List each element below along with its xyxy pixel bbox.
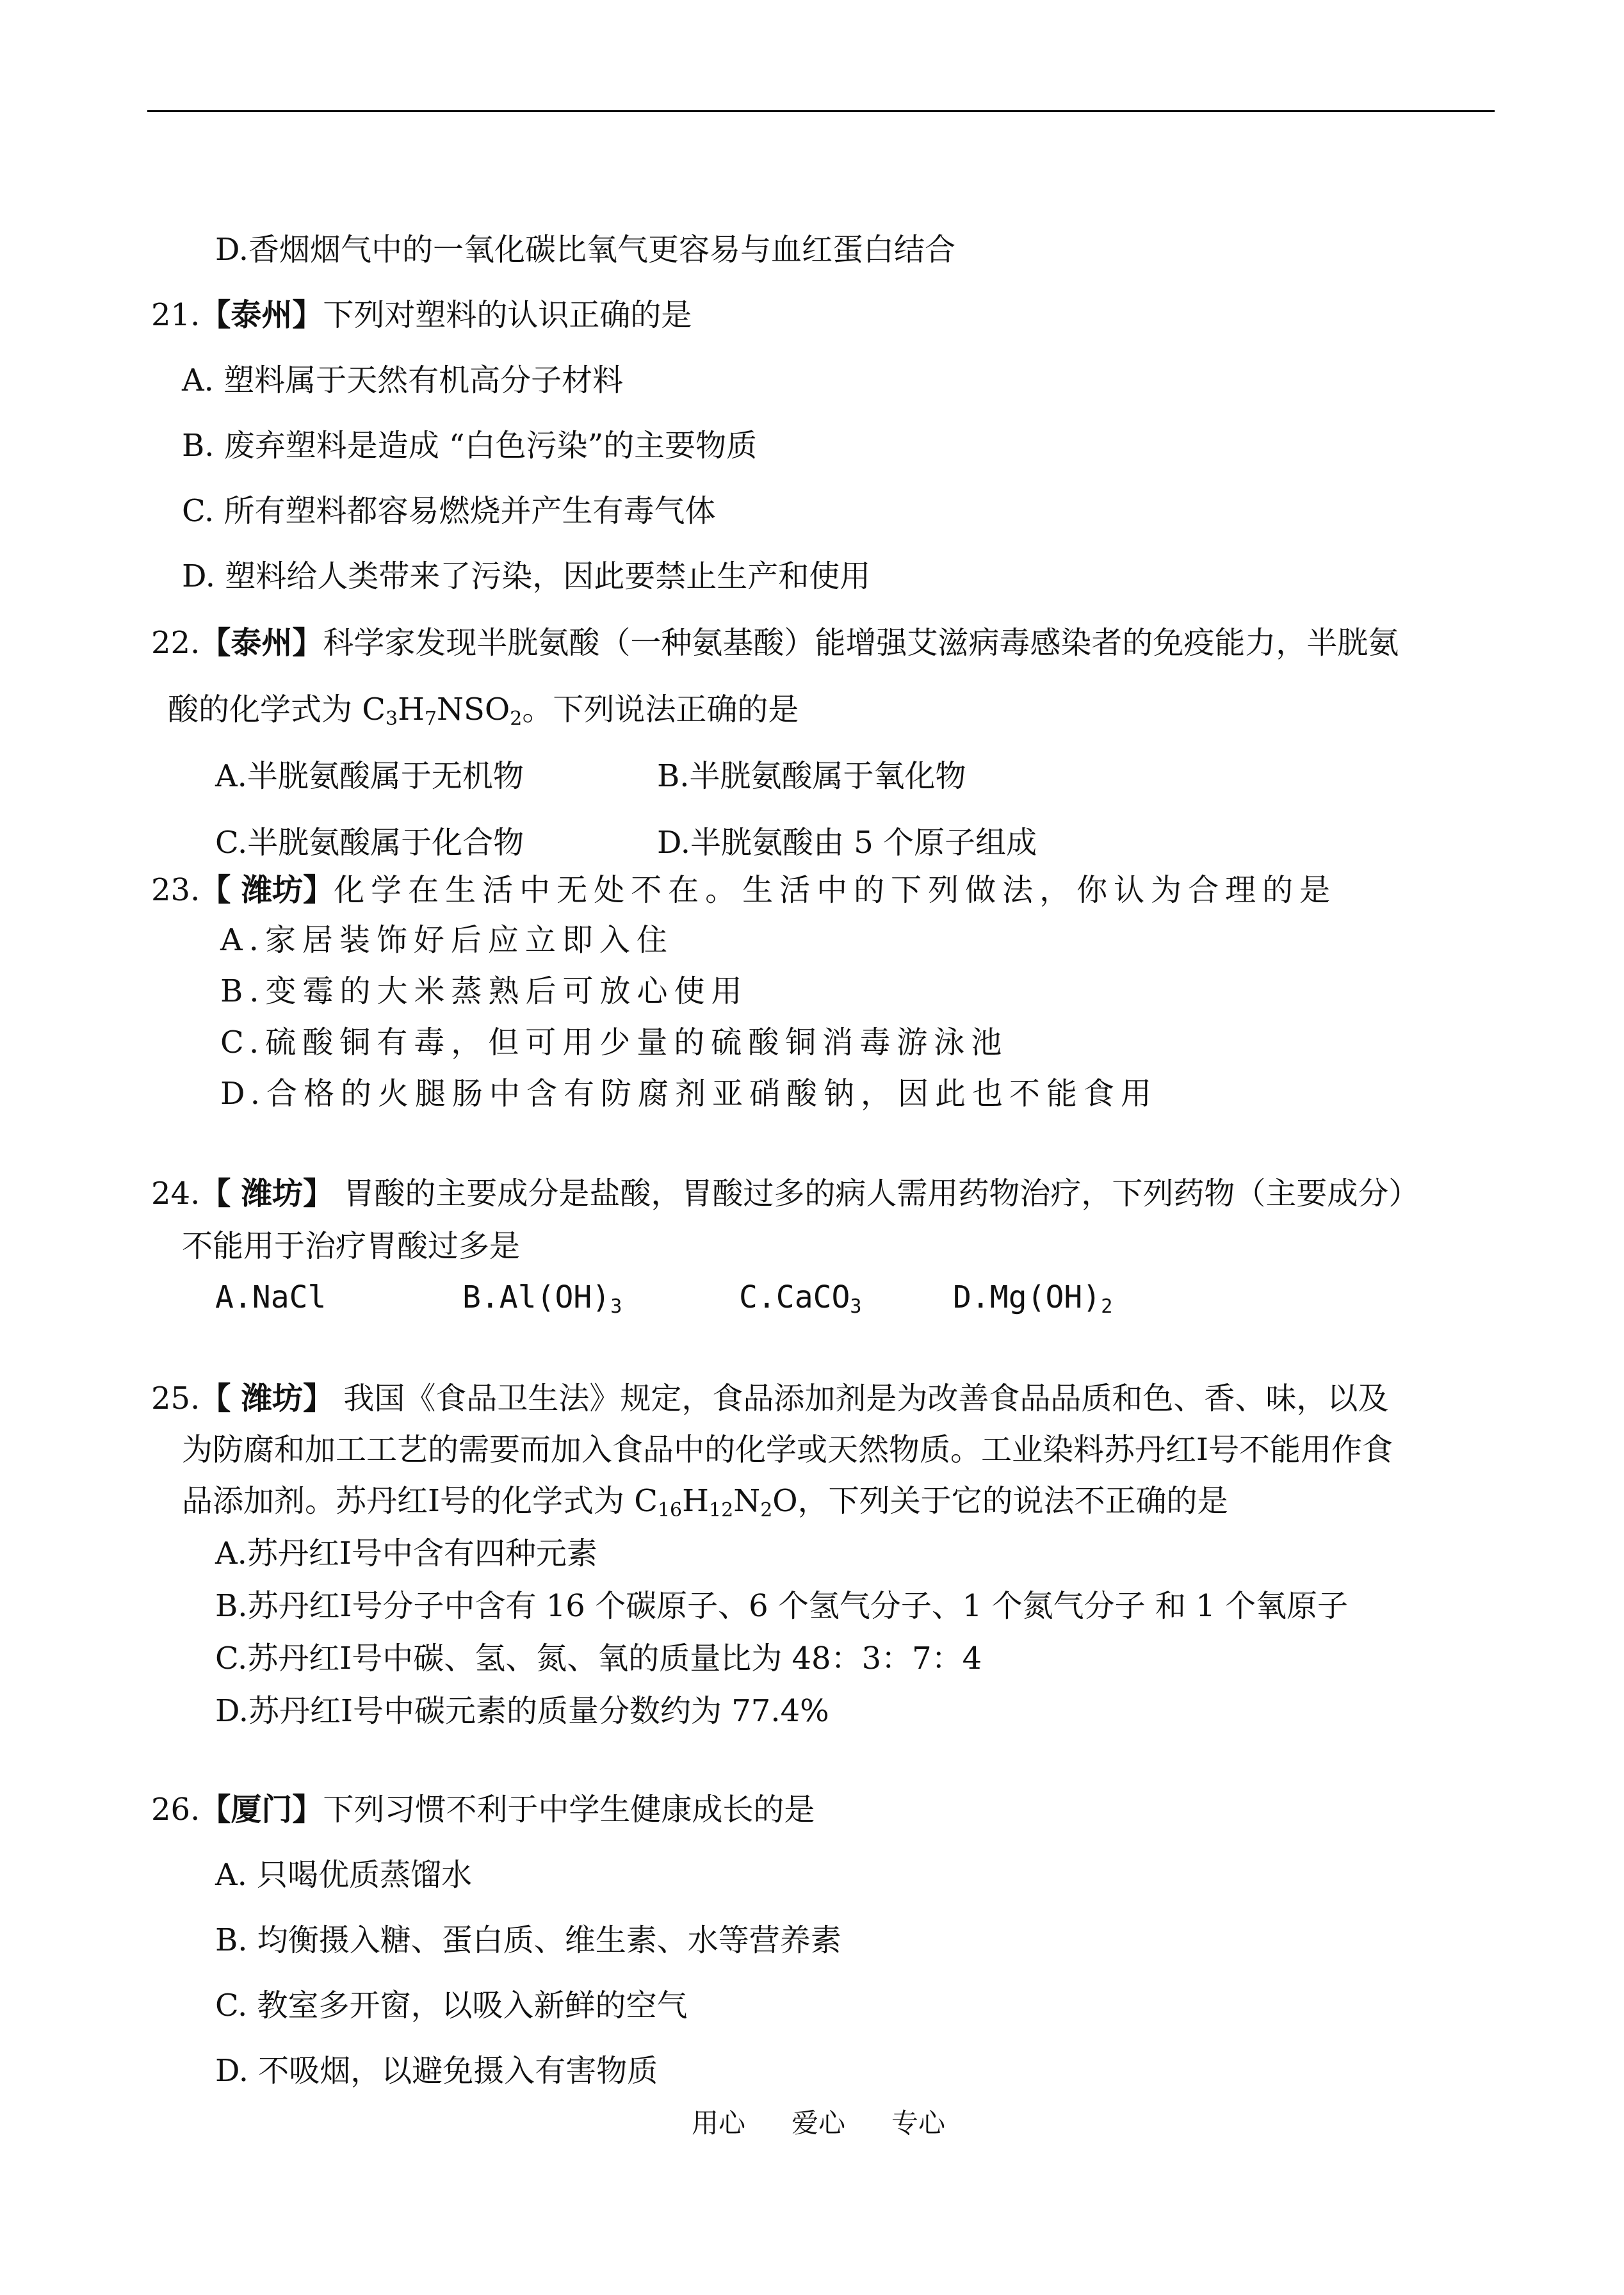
question-stem: 胃酸的主要成分是盐酸，胃酸过多的病人需用药物治疗，下列药物（主要成分） bbox=[334, 1176, 1420, 1212]
question-source: 【厦门】 bbox=[200, 1792, 323, 1828]
q22-option-c: C.半胱氨酸属于化合物 bbox=[215, 825, 524, 861]
q24-option-b: $B.Al(OH)_3$ bbox=[462, 1279, 622, 1318]
q21-option-d: D. 塑料给人类带来了污染，因此要禁止生产和使用 bbox=[182, 558, 871, 594]
question-number: 26. bbox=[151, 1792, 200, 1828]
q26-option-c: C. 教室多开窗，以吸入新鲜的空气 bbox=[215, 1988, 688, 2023]
q22-option-b: B.半胱氨酸属于氧化物 bbox=[657, 758, 966, 794]
q23-option-b: B.变霉的大米蒸熟后可放心使用 bbox=[220, 973, 749, 1009]
q25-option-d: D.苏丹红Ⅰ号中碳元素的质量分数约为 77.4% bbox=[215, 1693, 829, 1729]
q21-option-b: B. 废弃塑料是造成 “白色污染”的主要物质 bbox=[182, 428, 758, 464]
question-stem: 化学在生活中无处不在。生活中的下列做法，你认为合理的是 bbox=[334, 872, 1337, 908]
question-number: 21. bbox=[151, 297, 200, 333]
question-stem: 科学家发现半胱氨酸（一种氨基酸）能增强艾滋病毒感染者的免疫能力，半胱氨 bbox=[323, 625, 1399, 661]
question-stem: 我国《食品卫生法》规定，食品添加剂是为改善食品品质和色、香、味，以及 bbox=[334, 1381, 1389, 1416]
question-source: 【 潍坊】 bbox=[200, 872, 334, 908]
chemical-formula: $C_{16}H_{12}N_2O$ bbox=[634, 1483, 798, 1521]
question-26 bbox=[151, 1790, 815, 1829]
question-source: 【泰州】 bbox=[200, 297, 323, 333]
q24-option-d: $D.Mg(OH)_2$ bbox=[953, 1279, 1113, 1318]
q22-option-a: A.半胱氨酸属于无机物 bbox=[215, 758, 524, 794]
q21-option-a: A. 塑料属于天然有机高分子材料 bbox=[182, 362, 624, 398]
question-source: 【 潍坊】 bbox=[200, 1381, 334, 1416]
question-21 bbox=[151, 296, 692, 334]
q25-option-a: A.苏丹红Ⅰ号中含有四种元素 bbox=[215, 1536, 597, 1571]
question-23 bbox=[151, 871, 1336, 909]
footer-item-1: 用心 bbox=[692, 2107, 746, 2139]
q26-option-a: A. 只喝优质蒸馏水 bbox=[215, 1857, 473, 1893]
q21-option-c: C. 所有塑料都容易燃烧并产生有毒气体 bbox=[182, 493, 716, 529]
footer-item-2: 爱心 bbox=[792, 2107, 846, 2139]
question-source: 【 潍坊】 bbox=[200, 1176, 334, 1212]
question-24 bbox=[151, 1174, 1419, 1213]
q23-option-a: A.家居装饰好后应立即入住 bbox=[220, 922, 674, 958]
question-22 bbox=[151, 624, 1399, 662]
question-stem: 下列对塑料的认识正确的是 bbox=[323, 297, 692, 333]
q23-option-d: D.合格的火腿肠中含有防腐剂亚硝酸钠，因此也不能食用 bbox=[220, 1076, 1158, 1112]
chemical-formula: $C_3H_7NSO_2$ bbox=[362, 692, 523, 730]
question-number: 23. bbox=[151, 872, 200, 908]
question-number: 25. bbox=[151, 1381, 200, 1416]
q23-option-c: C.硫酸铜有毒，但可用少量的硫酸铜消毒游泳池 bbox=[220, 1025, 1009, 1060]
q24-option-c: C.CaCO$_3$ bbox=[739, 1279, 862, 1318]
question-25 bbox=[151, 1379, 1388, 1418]
question-source: 【泰州】 bbox=[200, 625, 323, 661]
question-24-stem-line2: 不能用于治疗胃酸过多是 bbox=[182, 1228, 521, 1264]
question-number: 22. bbox=[151, 625, 200, 661]
q20-option-d: D.香烟烟气中的一氧化碳比氧气更容易与血红蛋白结合 bbox=[215, 232, 956, 268]
q26-option-d: D. 不吸烟，以避免摄入有害物质 bbox=[215, 2053, 658, 2089]
q26-option-b: B. 均衡摄入糖、蛋白质、维生素、水等营养素 bbox=[215, 1922, 841, 1958]
question-22-stem-line2: 酸的化学式为 $C_3H_7NSO_2$。下列说法正确的是 bbox=[168, 692, 799, 730]
header-rule bbox=[147, 110, 1495, 112]
question-stem: 下列习惯不利于中学生健康成长的是 bbox=[323, 1792, 815, 1828]
q25-option-b: B.苏丹红Ⅰ号分子中含有 16 个碳原子、6 个氢气分子、1 个氮气分子 和 1 个氧原子 bbox=[215, 1588, 1348, 1624]
q22-option-d: D.半胱氨酸由 5 个原子组成 bbox=[657, 825, 1037, 861]
q25-option-c: C.苏丹红Ⅰ号中碳、氢、氮、氧的质量比为 48：3：7：4 bbox=[215, 1641, 982, 1676]
footer-item-3: 专心 bbox=[891, 2107, 946, 2139]
question-25-stem-line2: 为防腐和加工工艺的需要而加入食品中的化学或天然物质。工业染料苏丹红Ⅰ号不能用作食 bbox=[182, 1432, 1393, 1468]
q24-option-a: A.NaCl bbox=[215, 1279, 327, 1315]
question-25-stem-line3: 品添加剂。苏丹红Ⅰ号的化学式为 $C_{16}H_{12}N_2O$，下列关于它的说法不正确的是 bbox=[182, 1483, 1228, 1521]
question-number: 24. bbox=[151, 1176, 200, 1212]
